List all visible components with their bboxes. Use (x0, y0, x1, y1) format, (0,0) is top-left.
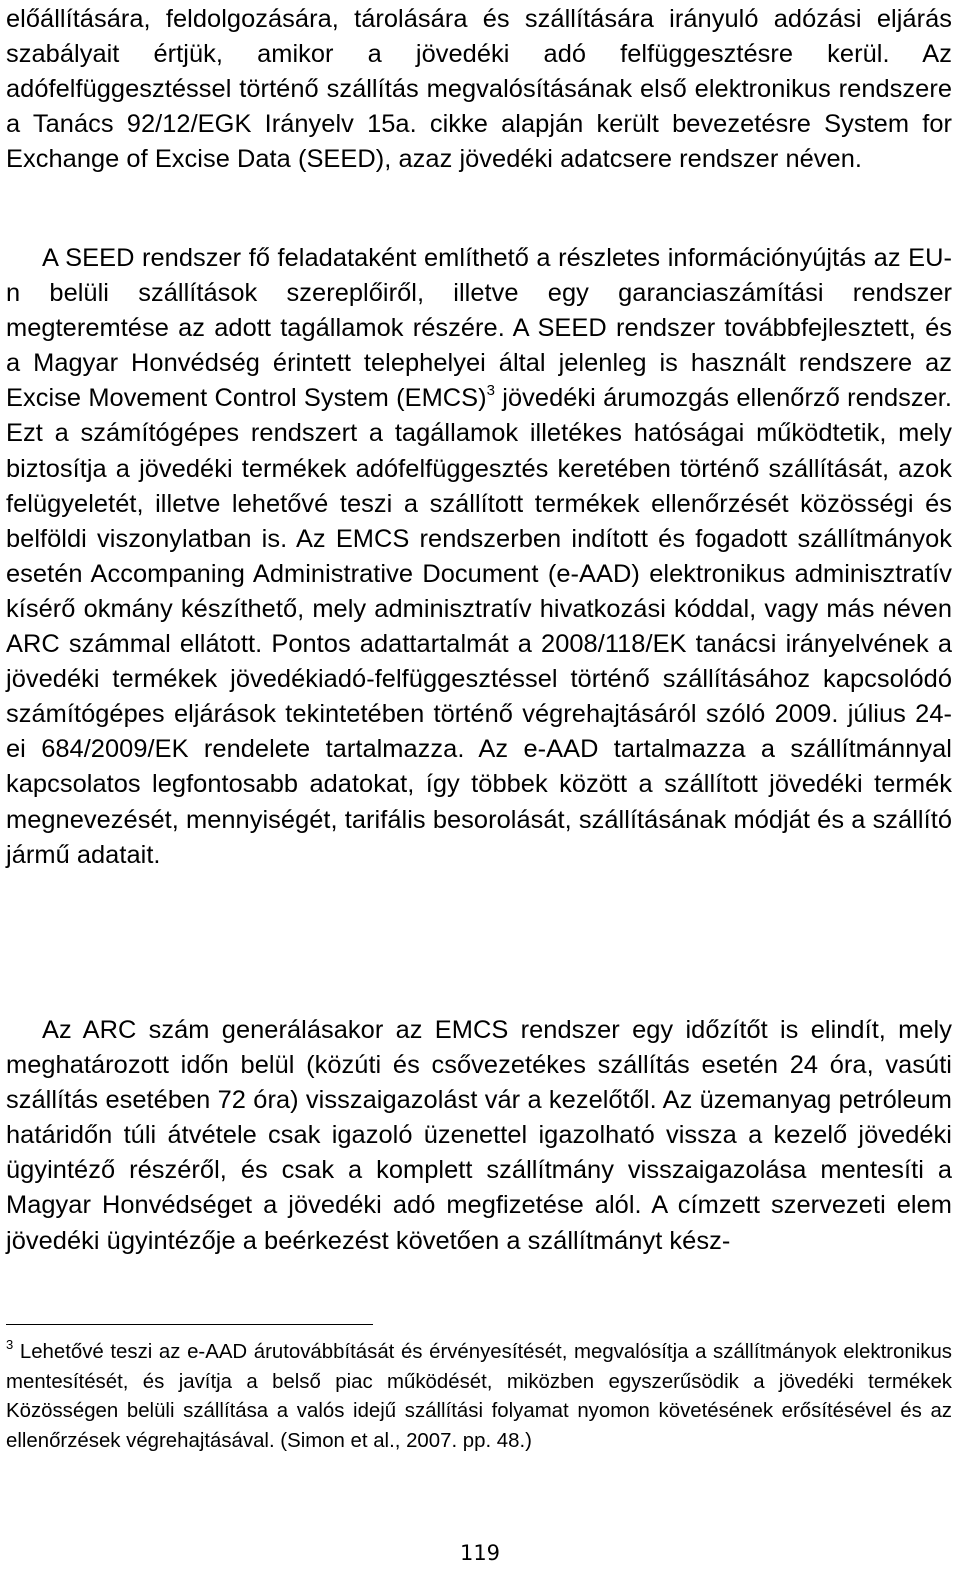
paragraph-text: Az ARC szám generálásakor az EMCS rendszer egy időzítőt is elindít, mely meghatározott időn belül (közúti és csővezetékes szállítás esetén 24 óra, vasúti szállítás esetében 72 óra) visszaigazolást vár a kezelőtől. Az üzemanyag petróleum határidőn túli átvétele csak igazoló üzenettel igazolható vissza a kezelő jövedéki ügyintéző részéről, és csak a komplett szállítmány visszaigazolása mentesíti a Magyar Honvédséget a jövedéki adó megfizetése alól. A címzett szervezeti elem jövedéki ügyintézője a beérkezést követően a szállítmányt kész- (6, 1016, 952, 1255)
paragraph (6, 241, 952, 873)
footnote-reference[interactable]: 3 (486, 382, 496, 400)
footnote (6, 1338, 952, 1456)
page-number: 119 (459, 1541, 501, 1565)
paragraph-text: jövedéki árumozgás ellenőrző rendszer. Ezt a számítógépes rendszert a tagállamok illetékes hatóságai működtetik, mely biztosítja a jövedéki termékek adófelfüggesztés keretében történő szállítását, azok felügyeletét, illetve lehetővé teszi a szállított termékek ellenőrzését közösségi és belföldi viszonylatban is. Az EMCS rendszerben indított és fogadott szállítmányok esetén Accompaning Administrative Document (e-AAD) elektronikus adminisztratív kísérő okmány készíthető, mely adminisztratív hivatkozási kóddal, vagy más néven ARC számmal ellátott. Pontos adattartalmát a 2008/118/EK tanácsi irányelvének a jövedéki termékek jövedékiadó-felfüggesztéssel történő szállításához kapcsolódó számítógépes eljárások tekintetében történő végrehajtásáról szóló 2009. július 24-ei 684/2009/EK rendelete tartalmazza. Az e-AAD tartalmazza a szállítmánnyal kapcsolatos legfontosabb adatokat, így többek között a szállított jövedéki termék megnevezését, mennyiségét, tarifális besorolását, szállításának módját és a szállító jármű adatait. (6, 384, 952, 869)
paragraph-text: A SEED rendszer fő feladataként említhető a részletes információnyújtás az EU-n belüli szállítások szereplőiről, illetve egy garanciaszámítási rendszer megteremtése az adott tagállamok részére. A SEED rendszer továbbfejlesztett, és a Magyar Honvédség érintett telephelyei által jelenleg is használt rendszere az Excise Movement Control System (EMCS) (6, 244, 952, 413)
footnote-separator (6, 1324, 373, 1325)
paragraph (6, 1013, 952, 1259)
paragraph (6, 2, 952, 177)
footnote-text: Lehetővé teszi az e-AAD árutovábbítását és érvényesítését, megvalósítja a szállítmányok elektronikus mentesítését, és javítja a belső piac működését, miközben egyszerűsödik a jövedéki termékek Közösségen belüli szállítása a valós idejű szállítási folyamat nyomon követésének erősítésével és az ellenőrzések végrehajtásával. (Simon et al., 2007. pp. 48.) (6, 1341, 952, 1452)
footnote-number: 3 (6, 1337, 14, 1352)
paragraph-text: előállítására, feldolgozására, tárolására és szállítására irányuló adózási eljárás szabályait értjük, amikor a jövedéki adó felfüggesztésre kerül. Az adófelfüggesztéssel történő szállítás megvalósításának első elektronikus rendszere a Tanács 92/12/EGK Irányelv 15a. cikke alapján került bevezetésre System for Exchange of Excise Data (SEED), azaz jövedéki adatcsere rendszer néven. (6, 5, 952, 174)
